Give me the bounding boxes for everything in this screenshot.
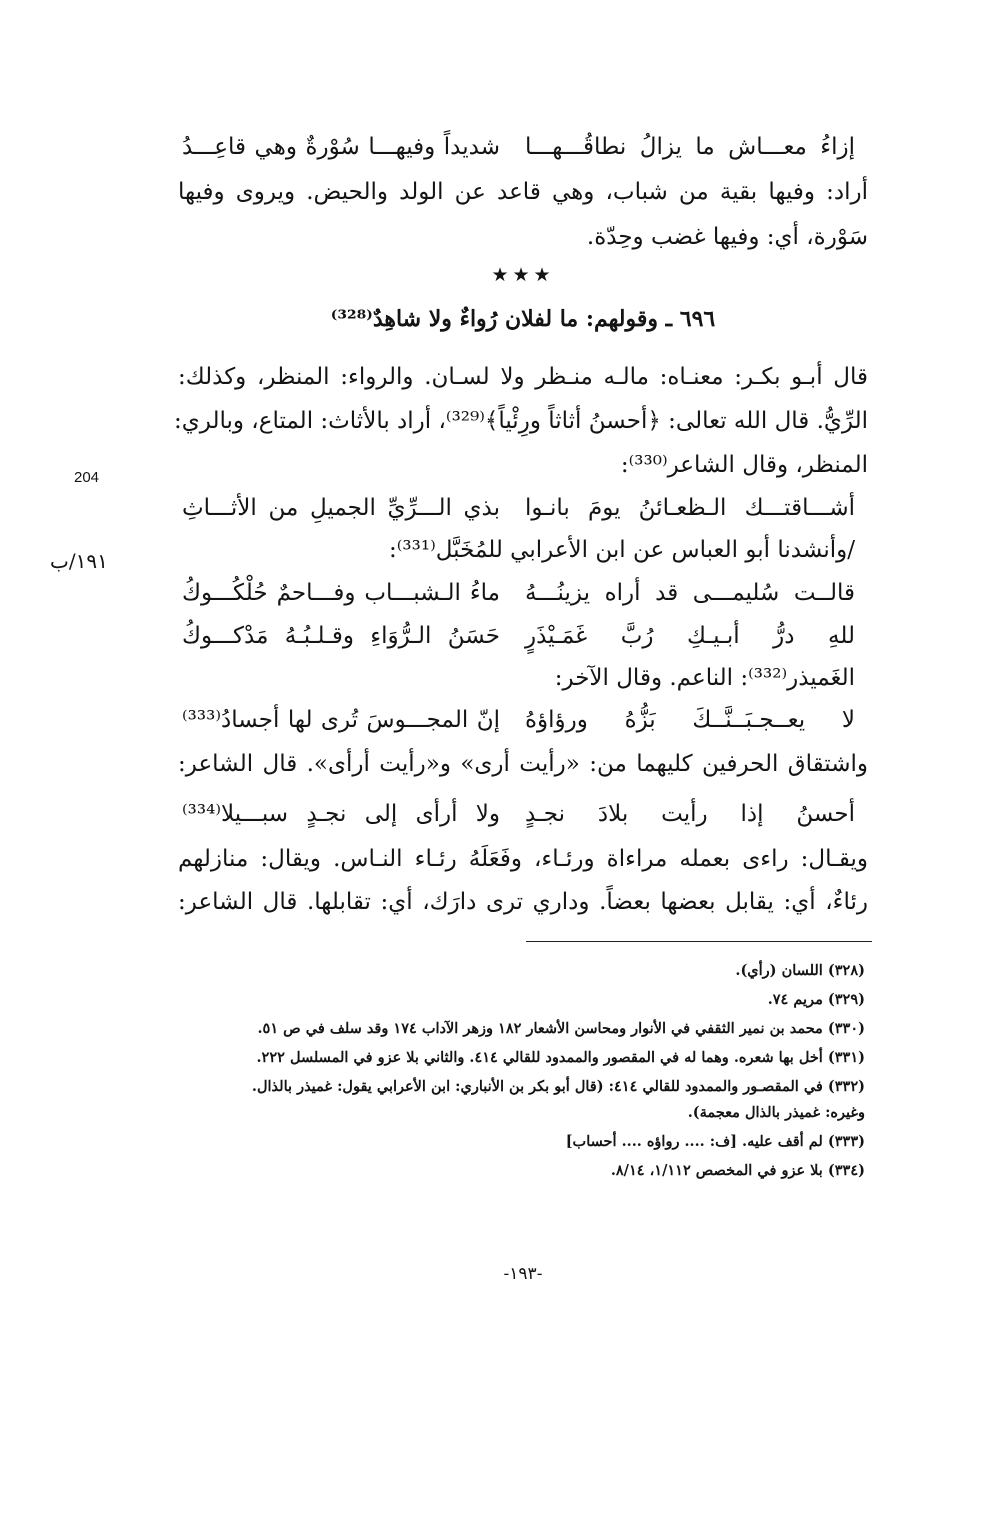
- footnote-334: (٣٣٤) بلا عزو في المخصص ١/١١٢، ٨/١٤.: [610, 1162, 865, 1179]
- margin-page-number: 204: [74, 469, 100, 486]
- body-p1-line-1: قال أبـو بكـر: معنـاه: مالـه منـظر ولا لسـان. والرواء: المنظر، وكذلك:: [178, 364, 868, 390]
- footnote-328: (٣٢٨) اللسان (رأي).: [735, 962, 865, 979]
- footnote-330: (٣٣٠) محمد بن نمير الثقفي في الأنوار ومحاسن الأشعار ١٨٢ وزهر الآداب ١٧٤ وقد سلف في ص ٥١.: [257, 1020, 865, 1037]
- margin-folio: ١٩١/ب: [50, 549, 108, 573]
- verse5-second-hemistich: إنّ المجـــوسَ تُرى لها أجسادُ⁽³³³⁾: [182, 707, 500, 733]
- footnote-332: (٣٣٢) في المقصـور والممدود للقالي ٤١٤: (قال أبو بكر بن الأنباري: ابن الأعرابي يقول: غميذر بالذال.: [251, 1078, 865, 1095]
- footnote-333: (٣٣٣) لم أقف عليه. [ف: .... رواؤه .... أحساب]: [565, 1133, 865, 1150]
- page-number: -١٩٣-: [503, 1264, 543, 1284]
- verse4-first-hemistich: للهِ درُّ أبـيـكِ رُبَّ غَمَـيْذَرٍ: [525, 623, 855, 649]
- verse6-first-hemistich: أحسنُ إذا رأيت بلادَ نجـدٍ: [525, 801, 855, 827]
- verse6-second-hemistich: ولا أرأى إلى نجـدٍ سبـــيلا⁽³³⁴⁾: [182, 801, 500, 827]
- verse4-second-hemistich: حَسَنُ الـرُّوَاءِ وقـلـبُـهُ مَدْكـــوكُ: [182, 623, 500, 649]
- body-p2-line-2: رئاءٌ، أي: يقابل بعضها بعضاً. وداري ترى دارَك، أي: تقابلها. قال الشاعر:: [178, 889, 868, 915]
- top-line-2: سَوْرة، أي: وفيها غضب وحِدّة.: [586, 224, 868, 250]
- verse1-first-hemistich: إزاءُ معـــاش ما يزالُ نطاقُـــهـــا: [525, 134, 855, 160]
- verse1-second-hemistich: شديداً وفيهـــا سُوْرةٌ وهي قاعِـــدُ: [182, 134, 500, 160]
- verse2-first-hemistich: أشـــاقتـــك الـظعـائنُ يومَ بانـوا: [525, 495, 855, 521]
- footnote-332-continued: وغيره: غميذر بالذال معجمة).: [687, 1104, 865, 1121]
- top-line-1: أراد: وفيها بقية من شباب، وهي قاعد عن الولد والحيض. ويروى وفيها: [178, 179, 868, 205]
- line-after-verse2: /وأنشدنا أبو العباس عن ابن الأعرابي للمُخَبَّل⁽³³¹⁾:: [389, 537, 855, 563]
- section-separator: ★★★: [491, 264, 555, 286]
- verse3-first-hemistich: قالــت سُليمـــى قد أراه يزينُـــهُ: [525, 580, 855, 606]
- body-p1-line-3: المنظر، وقال الشاعر⁽³³⁰⁾:: [620, 452, 868, 478]
- line-ghamidh: الغَميذر⁽³³²⁾: الناعم. وقال الآخر:: [554, 665, 855, 691]
- line-ishtiqaq: واشتقاق الحرفين كليهما من: «رأيت أرى» و«رأيت أرأى». قال الشاعر:: [178, 751, 868, 777]
- body-p2-line-1: ويقـال: راءى بعمله مراءاة ورئـاء، وفَعَلَهُ رئـاء النـاس. ويقال: منازلهم: [178, 846, 868, 872]
- footnote-rule: [526, 941, 872, 942]
- footnote-329: (٣٢٩) مريم ٧٤.: [767, 991, 865, 1008]
- body-p1-line-2: الرِّيُّ. قال الله تعالى: ﴿أحسنُ أثاثاً ورِئْياً﴾⁽³²⁹⁾، أراد بالأثاث: المتاع، وبالري:: [174, 408, 868, 434]
- verse5-first-hemistich: لا يعــجـبَــنَّــكَ بَزُّهُ ورؤاؤهُ: [525, 707, 855, 733]
- verse2-second-hemistich: بذي الـــرِّيِّ الجميلِ من الأثـــاثِ: [182, 495, 500, 521]
- entry-heading: ٦٩٦ ـ وقولهم: ما لفلان رُواءٌ ولا شاهِدٌ⁽³²⁸⁾: [330, 306, 716, 332]
- verse3-second-hemistich: ماءُ الـشبـــاب وفـــاحمٌ حُلْكُـــوكُ: [182, 580, 500, 606]
- footnote-331: (٣٣١) أخل بها شعره. وهما له في المقصور والممدود للقالي ٤١٤. والثاني بلا عزو في المسلسل ٢٢٢.: [256, 1049, 865, 1066]
